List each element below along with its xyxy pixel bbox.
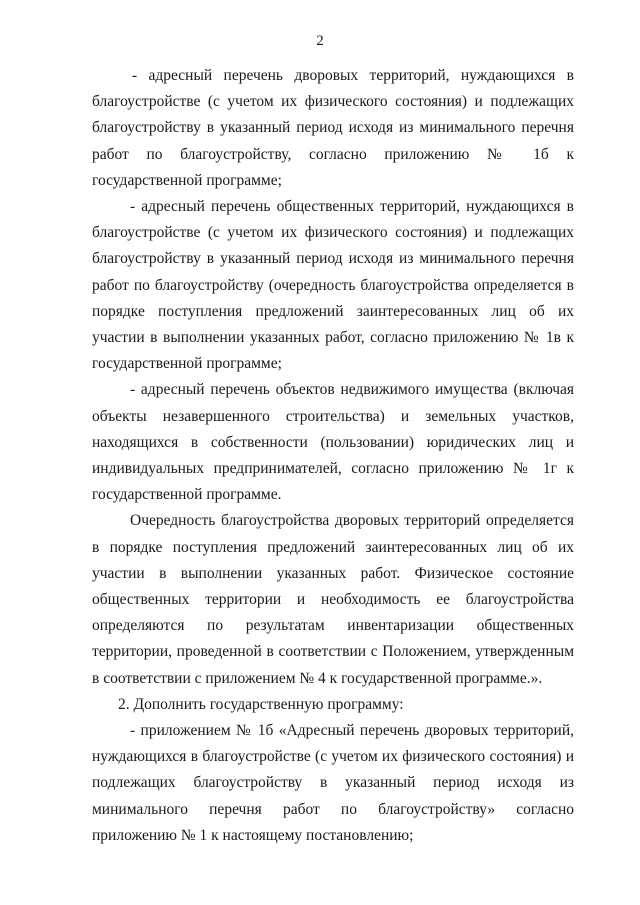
paragraph-improvement-order: Очередность благоустройства дворовых территорий определяется в порядке поступления предложений заинтересованных лиц об их участии в выполнении указанных работ. Физическое состояние общественных территории и необходимость ее благоустройства определяются по результатам инвентаризации общественных территории, проведенной в соответствии с Положением, утвержденным в соответствии с приложением № 4 к государственной программе.». xyxy=(92,512,574,687)
list-item-courtyard-territories: - адресный перечень дворовых территорий, нуждающихся в благоустройстве (с учетом их физического состояния) и подлежащих благоустройству в указанный период исходя из минимального перечня работ по благоустройству, согласно приложению № 1б к государственной программе; xyxy=(92,67,574,189)
numbered-item-2: 2. Дополнить государственную программу: xyxy=(118,695,404,713)
list-item-appendix-1b: - приложением № 1б «Адресный перечень дворовых территорий, нуждающихся в благоустройстве (с учетом их физического состояния) и подлежащих благоустройству в указанный период исходя из минимального перечня работ по благоустройству» согласно приложению № 1 к настоящему постановлению; xyxy=(92,722,574,844)
page-number: 2 xyxy=(316,33,324,49)
list-item-real-estate-objects: - адресный перечень объектов недвижимого имущества (включая объекты незавершенного строительства) и земельных участков, находящихся в собственности (пользовании) юридических лиц и индивидуальных предпринимателей, согласно приложению № 1г к государственной программе. xyxy=(92,381,574,504)
list-item-public-territories: - адресный перечень общественных территорий, нуждающихся в благоустройстве (с учетом их физического состояния) и подлежащих благоустройству в указанный период исходя из минимального перечня работ по благоустройству (очередность благоустройства определяется в порядке поступления предложений заинтересованных лиц об их участии в выполнении указанных работ, согласно приложению № 1в к государственной программе; xyxy=(92,198,574,373)
document-body xyxy=(92,63,574,849)
